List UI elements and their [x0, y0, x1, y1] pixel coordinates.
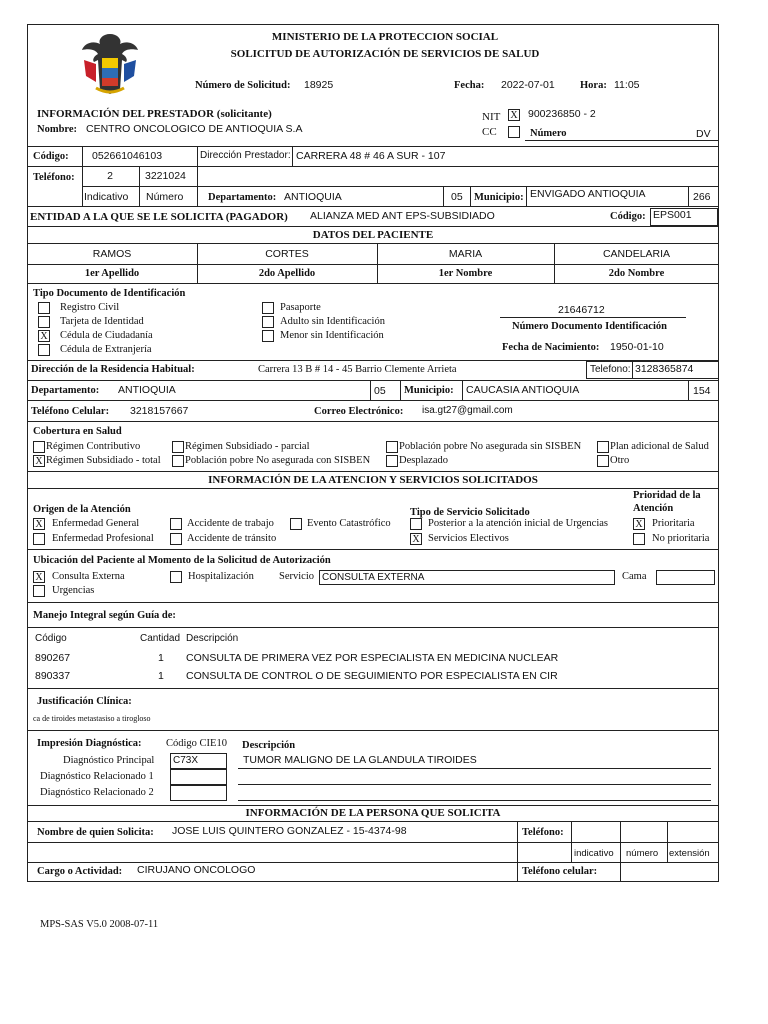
- nit-label: NIT: [482, 111, 501, 123]
- doc-tarjeta-checkbox[interactable]: [38, 316, 50, 328]
- coat-of-arms: [78, 30, 142, 96]
- priority-label-1: Prioridad de la: [633, 490, 701, 501]
- cel-label: Teléfono Celular:: [31, 406, 110, 417]
- doc-cedula-label: Cédula de Ciudadanía: [60, 330, 153, 341]
- cov-subsidiado-parcial-checkbox[interactable]: [172, 441, 184, 453]
- justification-label: Justificación Clínica:: [37, 696, 132, 707]
- req-num-label: número: [626, 848, 659, 859]
- provider-phone-num: 3221024: [145, 170, 186, 182]
- form-title: SOLICITUD DE AUTORIZACIÓN DE SERVICIOS DE SALUD: [230, 48, 540, 60]
- origin-catastrofico-label: Evento Catastrófico: [307, 518, 391, 529]
- diag-desc-label: Descripción: [242, 740, 296, 751]
- row-qty: 1: [158, 652, 164, 664]
- doc-menor-label: Menor sin Identificación: [280, 330, 384, 341]
- cov-plan-adicional-checkbox[interactable]: [597, 441, 609, 453]
- doc-extranjeria-label: Cédula de Extranjería: [60, 344, 152, 355]
- doc-menor-checkbox[interactable]: [262, 330, 274, 342]
- patient-phone: 3128365874: [635, 363, 694, 375]
- service-posterior-checkbox[interactable]: [410, 518, 422, 530]
- provider-section-title: INFORMACIÓN DEL PRESTADOR (solicitante): [37, 108, 272, 120]
- diagnosis-label: Impresión Diagnóstica:: [37, 738, 142, 749]
- priority-label-2: Atención: [633, 503, 674, 514]
- doc-registro-civil-label: Registro Civil: [60, 302, 120, 313]
- priority-no-prioritaria-checkbox[interactable]: [633, 533, 645, 545]
- patient-first-name: MARIA: [448, 248, 483, 260]
- doc-type-label: Tipo Documento de Identificación: [33, 288, 186, 299]
- doc-tarjeta-label: Tarjeta de Identidad: [60, 316, 144, 327]
- birth-date: 1950-01-10: [610, 341, 664, 353]
- loc-consulta-checkbox[interactable]: X: [33, 571, 45, 583]
- patient-phone-label: Telefono:: [590, 364, 631, 375]
- doc-registro-civil-checkbox[interactable]: [38, 302, 50, 314]
- cov-otro-label: Otro: [610, 455, 630, 466]
- email-value: isa.gt27@gmail.com: [422, 405, 513, 416]
- provider-mun: ENVIGADO ANTIOQUIA: [530, 188, 646, 200]
- role-value: CIRUJANO ONCOLOGO: [137, 864, 256, 876]
- cov-con-sisben-checkbox[interactable]: [172, 455, 184, 467]
- origin-catastrofico-checkbox[interactable]: [290, 518, 302, 530]
- requester-section-title: INFORMACIÓN DE LA PERSONA QUE SOLICITA: [245, 807, 501, 819]
- cc-checkbox[interactable]: [508, 126, 520, 138]
- origin-transito-checkbox[interactable]: [170, 533, 182, 545]
- priority-no-prioritaria-label: No prioritaria: [652, 533, 710, 544]
- row-code: 890337: [35, 670, 71, 682]
- doc-adulto-label: Adulto sin Identificación: [280, 316, 385, 327]
- ind-label: Indicativo: [84, 191, 129, 203]
- coverage-label: Cobertura en Salud: [33, 426, 122, 437]
- date-value: 2022-07-01: [501, 79, 555, 91]
- payer-code-label: Código:: [610, 211, 646, 222]
- service-electivos-checkbox[interactable]: X: [410, 533, 422, 545]
- provider-dept-code: 05: [451, 191, 463, 203]
- bed-label: Cama: [622, 571, 647, 582]
- row-desc: CONSULTA DE PRIMERA VEZ POR ESPECIALISTA EN MEDICINA NUCLEAR: [186, 652, 559, 664]
- origin-profesional-label: Enfermedad Profesional: [52, 533, 154, 544]
- diag-main-label: Diagnóstico Principal: [63, 755, 155, 766]
- cov-desplazado-checkbox[interactable]: [386, 455, 398, 467]
- bed-field[interactable]: [656, 570, 715, 585]
- patient-section-title: DATOS DEL PACIENTE: [312, 229, 434, 241]
- patient-second-surname: CORTES: [265, 248, 309, 260]
- origin-general-label: Enfermedad General: [52, 518, 140, 529]
- cov-sin-sisben-checkbox[interactable]: [386, 441, 398, 453]
- form-version: MPS-SAS V5.0 2008-07-11: [40, 919, 159, 930]
- cov-desplazado-label: Desplazado: [399, 455, 448, 466]
- service-label: Servicio: [279, 571, 314, 582]
- doc-pasaporte-checkbox[interactable]: [262, 302, 274, 314]
- location-label: Ubicación del Paciente al Momento de la Solicitud de Autorización: [33, 555, 331, 566]
- provider-code: 052661046103: [92, 150, 163, 162]
- numero-label: Número: [530, 128, 567, 139]
- patient-dept-label: Departamento:: [31, 385, 100, 396]
- diag-rel1-code[interactable]: [170, 769, 227, 785]
- time-label: Hora:: [580, 80, 607, 91]
- diag-main-code[interactable]: C73X: [170, 753, 227, 769]
- cie-label: Código CIE10: [166, 738, 227, 749]
- doc-cedula-checkbox[interactable]: X: [38, 330, 50, 342]
- req-cel-label: Teléfono celular:: [522, 866, 598, 877]
- provider-name: CENTRO ONCOLOGICO DE ANTIOQUIA S.A: [86, 123, 303, 135]
- request-number: 18925: [304, 79, 334, 91]
- justification-text: ca de tiroides metastasiso a tirogloso: [33, 714, 151, 723]
- col-qty-header: Cantidad: [140, 633, 181, 644]
- cov-contributivo-checkbox[interactable]: [33, 441, 45, 453]
- patient-mun-label: Municipio:: [404, 385, 454, 396]
- col-desc-header: Descripción: [186, 633, 239, 644]
- num-label: Número: [146, 191, 184, 203]
- origin-transito-label: Accidente de tránsito: [187, 533, 277, 544]
- priority-prioritaria-checkbox[interactable]: X: [633, 518, 645, 530]
- cov-plan-adicional-label: Plan adicional de Salud: [610, 441, 709, 452]
- second-name-label: 2do Nombre: [608, 268, 665, 279]
- col-code-header: Código: [35, 633, 67, 644]
- origin-trabajo-label: Accidente de trabajo: [187, 518, 274, 529]
- requester-phone-label: Teléfono:: [522, 827, 564, 838]
- provider-phone-label: Teléfono:: [33, 172, 75, 183]
- cc-label: CC: [482, 126, 497, 138]
- cov-subsidiado-total-checkbox[interactable]: X: [33, 455, 45, 467]
- row-code: 890267: [35, 652, 71, 664]
- first-name-label: 1er Nombre: [438, 268, 493, 279]
- cov-contributivo-label: Régimen Contributivo: [46, 441, 141, 452]
- cov-subsidiado-parcial-label: Régimen Subsidiado - parcial: [185, 441, 310, 452]
- service-electivos-label: Servicios Electivos: [428, 533, 509, 544]
- patient-second-name: CANDELARIA: [602, 248, 671, 260]
- ministry-title: MINISTERIO DE LA PROTECCION SOCIAL: [271, 31, 499, 43]
- req-ext-label: extensión: [669, 848, 710, 859]
- date-label: Fecha:: [454, 80, 485, 91]
- doc-number-label: Número Documento Identificación: [512, 321, 667, 332]
- service-type-label: Tipo de Servicio Solicitado: [410, 507, 530, 518]
- loc-hospitalizacion-checkbox[interactable]: [170, 571, 182, 583]
- first-surname-label: 1er Apellido: [84, 268, 140, 279]
- email-label: Correo Electrónico:: [314, 406, 404, 417]
- provider-name-label: Nombre:: [37, 124, 78, 135]
- patient-dept: ANTIOQUIA: [118, 384, 176, 396]
- diag-rel1-label: Diagnóstico Relacionado 1: [40, 771, 154, 782]
- doc-number: 21646712: [558, 304, 605, 316]
- requester-name-label: Nombre de quien Solicita:: [37, 827, 154, 838]
- request-number-label: Número de Solicitud:: [195, 80, 291, 91]
- origin-trabajo-checkbox[interactable]: [170, 518, 182, 530]
- provider-code-label: Código:: [33, 151, 69, 162]
- patient-mun-code: 154: [693, 385, 711, 397]
- second-surname-label: 2do Apellido: [258, 268, 316, 279]
- payer-name: ALIANZA MED ANT EPS-SUBSIDIADO: [310, 210, 495, 222]
- loc-hospitalizacion-label: Hospitalización: [188, 571, 254, 582]
- priority-prioritaria-label: Prioritaria: [652, 518, 695, 529]
- provider-phone-ind: 2: [107, 170, 113, 182]
- origin-general-checkbox[interactable]: X: [33, 518, 45, 530]
- residence-address: Carrera 13 B # 14 - 45 Barrio Clemente Arrieta: [258, 364, 457, 375]
- time-value: 11:05: [614, 79, 640, 91]
- cov-subsidiado-total-label: Régimen Subsidiado - total: [46, 455, 161, 466]
- req-ind-label: indicativo: [574, 848, 614, 859]
- provider-mun-code: 266: [693, 191, 711, 203]
- birth-label: Fecha de Nacimiento:: [502, 342, 600, 353]
- diag-main-desc: TUMOR MALIGNO DE LA GLANDULA TIROIDES: [243, 754, 477, 766]
- loc-urgencias-checkbox[interactable]: [33, 585, 45, 597]
- nit-checkbox[interactable]: X: [508, 109, 520, 121]
- nit-number: 900236850 - 2: [528, 108, 596, 120]
- dv-label: DV: [696, 128, 711, 140]
- payer-label: ENTIDAD A LA QUE SE LE SOLICITA (PAGADOR): [30, 211, 288, 223]
- patient-mun: CAUCASIA ANTIOQUIA: [466, 384, 580, 396]
- management-label: Manejo Integral según Guía de:: [33, 610, 176, 621]
- requester-name: JOSE LUIS QUINTERO GONZALEZ - 15-4374-98: [172, 825, 407, 837]
- cov-con-sisben-label: Población pobre No asegurada con SISBEN: [185, 455, 371, 466]
- attention-section-title: INFORMACIÓN DE LA ATENCION Y SERVICIOS SOLICITADOS: [208, 474, 538, 486]
- doc-extranjeria-checkbox[interactable]: [38, 344, 50, 356]
- role-label: Cargo o Actividad:: [37, 866, 123, 877]
- doc-pasaporte-label: Pasaporte: [280, 302, 321, 313]
- cov-otro-checkbox[interactable]: [597, 455, 609, 467]
- provider-dept: ANTIOQUIA: [284, 191, 342, 203]
- patient-dept-code: 05: [374, 385, 386, 397]
- cov-sin-sisben-label: Población pobre No asegurada sin SISBEN: [399, 441, 582, 452]
- service-field[interactable]: CONSULTA EXTERNA: [319, 570, 615, 585]
- provider-address-label: Dirección Prestador:: [200, 150, 291, 161]
- payer-code: EPS001: [650, 208, 718, 226]
- patient-first-surname: RAMOS: [92, 248, 132, 260]
- row-desc: CONSULTA DE CONTROL O DE SEGUIMIENTO POR ESPECIALISTA EN CIR: [186, 670, 558, 682]
- residence-label: Dirección de la Residencia Habitual:: [31, 364, 195, 375]
- provider-mun-label: Municipio:: [474, 192, 524, 203]
- provider-address: CARRERA 48 # 46 A SUR - 107: [296, 150, 446, 162]
- loc-consulta-label: Consulta Externa: [52, 571, 125, 582]
- loc-urgencias-label: Urgencias: [52, 585, 95, 596]
- provider-dept-label: Departamento:: [208, 192, 277, 203]
- diag-rel2-code[interactable]: [170, 785, 227, 801]
- service-posterior-label: Posterior a la atención inicial de Urgencias: [428, 518, 608, 529]
- origin-label: Origen de la Atención: [33, 504, 131, 515]
- doc-adulto-checkbox[interactable]: [262, 316, 274, 328]
- origin-profesional-checkbox[interactable]: [33, 533, 45, 545]
- diag-rel2-label: Diagnóstico Relacionado 2: [40, 787, 154, 798]
- row-qty: 1: [158, 670, 164, 682]
- cel-value: 3218157667: [130, 405, 189, 417]
